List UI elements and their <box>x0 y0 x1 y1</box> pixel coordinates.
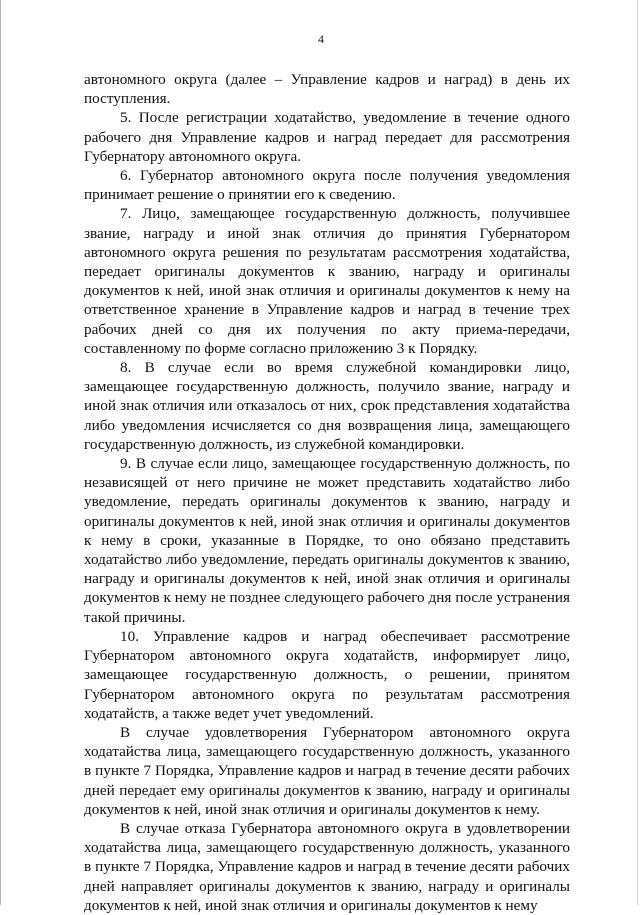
page-edge <box>637 0 638 905</box>
paragraph-item-8: 8. В случае если во время служебной командировки лицо, замещающее государственную должность, получило звание, награду и иной знак отличия или отказалось от них, срок представления ходатайства либо уведомления исчисляется со дня возвращения лица, замещающего государственную должность, из служебной командировки. <box>84 359 570 453</box>
paragraph-item-6: 6. Губернатор автономного округа после получения уведомления принимает решение о принятии его к сведению. <box>84 167 570 204</box>
page-number: 4 <box>318 32 324 46</box>
document-body <box>84 70 570 915</box>
paragraph-item-5: 5. После регистрации ходатайство, уведомление в течение одного рабочего дня Управление кадров и наград передает для рассмотрения Губернатору автономного округа. <box>84 109 570 165</box>
paragraph-approval: В случае удовлетворения Губернатором автономного округа ходатайства лица, замещающего государственную должность, указанного в пункте 7 Порядка, Управление кадров и наград в течение десяти рабочих дней передает ему оригиналы документов к званию, награду и оригиналы документов к ней, иной знак отличия и оригиналы документов к нему. <box>84 723 570 818</box>
paragraph-item-9: 9. В случае если лицо, замещающее государственную должность, по независящей от него причине не может представить ходатайство либо уведомление, передать оригиналы документов к званию, награду и оригиналы документов к ней, иной знак отличия и оригиналы документов к нему в сроки, указанные в Порядке, то оно обязано представить ходатайство либо уведомление, передать оригиналы документов к званию, награду и оригиналы документов к ней, иной знак отличия и оригиналы документов к нему не позднее следующего рабочего дня после устранения такой причины. <box>84 455 570 626</box>
paragraph-continuation: автономного округа (далее – Управление кадров и наград) в день их поступления. <box>84 71 570 108</box>
paragraph-item-7: 7. Лицо, замещающее государственную должность, получившее звание, награду и иной знак отличия до принятия Губернатором автономного округа решения по результатам рассмотрения ходатайства, передает оригиналы документов к званию, награду и оригиналы документов к ней, иной знак отличия и оригиналы документов к нему на ответственное хранение в Управление кадров и наград в течение трех рабочих дней со дня их получения по акту приема-передачи, составленному по форме согласно приложению 3 к Порядку. <box>84 205 570 357</box>
paragraph-refusal: В случае отказа Губернатора автономного округа в удовлетворении ходатайства лица, замещающего государственную должность, указанного в пункте 7 Порядка, Управление кадров и наград в течение десяти рабочих дней направляет оригиналы документов к званию, награду и оригиналы документов к ней, иной знак отличия и оригиналы документов к нему <box>84 819 570 914</box>
paragraph-item-10: 10. Управление кадров и наград обеспечивает рассмотрение Губернатором автономного округа ходатайств, информирует лицо, замещающее государственную должность, о решении, принятом Губернатором автономного округа по результатам рассмотрения ходатайств, а также ведет учет уведомлений. <box>84 627 570 722</box>
